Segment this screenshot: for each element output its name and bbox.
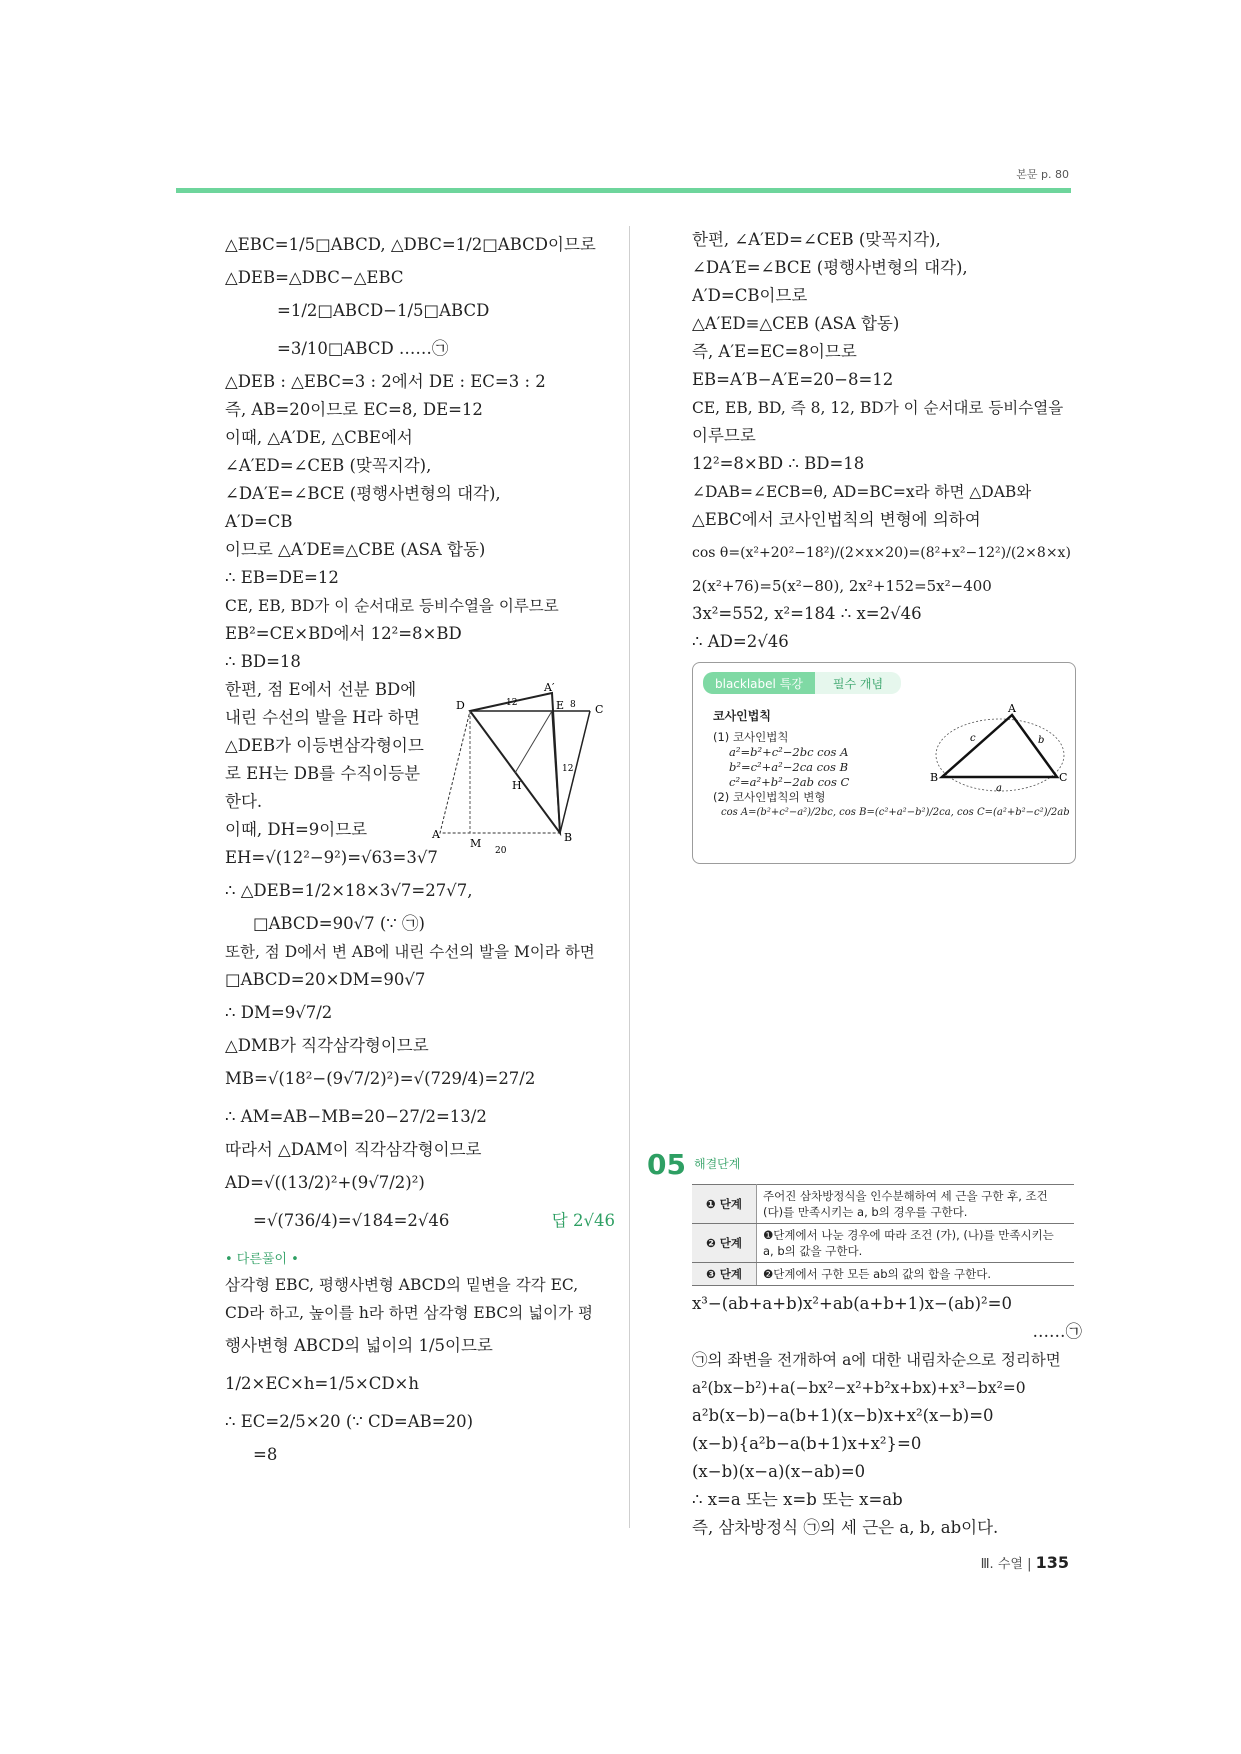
text-line: 이므로 △A′DE≡△CBE (ASA 합동): [225, 540, 486, 559]
label-vertex-b: B: [930, 771, 939, 784]
text-line: cos θ=(x²+20²−18²)/(2×x×20)=(8²+x²−12²)/(2×8×x): [692, 545, 1071, 561]
text-line: CE, EB, BD, 즉 8, 12, BD가 이 순서대로 등비수열을: [692, 399, 1064, 417]
text-line: 한다.: [225, 792, 263, 811]
text-line: 또한, 점 D에서 변 AB에 내린 수선의 발을 M이라 하면: [225, 943, 595, 961]
step-text: 주어진 삼차방정식을 인수분해하여 세 근을 구한 후, 조건 (다)를 만족시키는 a, b의 경우를 구한다.: [757, 1185, 1075, 1224]
text-line: 따라서 △DAM이 직각삼각형이므로: [225, 1140, 482, 1159]
text-line: ㉠의 좌변을 전개하여 a에 대한 내림차순으로 정리하면: [692, 1351, 1061, 1369]
step-text: ❷단계에서 구한 모든 ab의 값의 합을 구한다.: [757, 1263, 1075, 1286]
text-line: ∠DA′E=∠BCE (평행사변형의 대각),: [225, 484, 501, 503]
label-vertex-a: A: [1008, 702, 1016, 715]
label-8: 8: [570, 700, 576, 710]
text-line: 내린 수선의 발을 H라 하면: [225, 708, 420, 727]
text-line: ∴ EC=2/5×20 (∵ CD=AB=20): [225, 1412, 474, 1431]
answer: 답 2√46: [551, 1211, 615, 1230]
text-line: ∴ EB=DE=12: [225, 568, 339, 587]
tab-blacklabel: blacklabel 특강: [703, 672, 815, 694]
text-line: ∴ △DEB=1/2×18×3√7=27√7,: [225, 881, 473, 900]
text-line: △DEB : △EBC=3 : 2에서 DE : EC=3 : 2: [225, 372, 546, 391]
header-rule: [176, 188, 1071, 193]
label-vertex-c: C: [1059, 771, 1068, 784]
text-line: ∠DAB=∠ECB=θ, AD=BC=x라 하면 △DAB와: [692, 483, 1032, 501]
label-side-a: a: [996, 783, 1002, 794]
label-side-c: c: [970, 733, 976, 744]
text-line: x³−(ab+a+b)x²+ab(a+b+1)x−(ab)²=0: [692, 1294, 1012, 1313]
left-column: [225, 226, 615, 1469]
text-line: 이때, DH=9이므로: [225, 820, 368, 839]
step-text: ❶단계에서 나눈 경우에 따라 조건 (가), (나)를 만족시키는 a, b의 값을 구한다.: [757, 1224, 1075, 1263]
text-line: 이루므로: [692, 426, 756, 445]
text-line: EH=√(12²−9²)=√63=3√7: [225, 848, 438, 867]
label-a: A: [432, 828, 440, 841]
label-a-prime: A′: [544, 681, 555, 694]
text-line: 1/2×EC×h=1/5×CD×h: [225, 1374, 420, 1393]
label-m: M: [470, 837, 482, 850]
label-side-b: b: [1038, 735, 1045, 746]
label-b: B: [564, 831, 573, 844]
text-line: A′D=CB이므로: [692, 286, 808, 305]
section-label: Ⅲ. 수열 |: [980, 1557, 1032, 1572]
final-expression: =√(736/4)=√184=2√46: [253, 1211, 450, 1230]
text-line: 2(x²+76)=5(x²−80), 2x²+152=5x²−400: [692, 577, 992, 595]
text-line: 즉, AB=20이므로 EC=8, DE=12: [225, 400, 483, 419]
label-20: 20: [495, 846, 507, 856]
label-h: H: [512, 779, 522, 792]
text-line: 삼각형 EBC, 평행사변형 ABCD의 밑변을 각각 EC,: [225, 1276, 579, 1294]
page-ref: 본문 p. 80: [1016, 168, 1069, 181]
text-line: ∴ BD=18: [225, 652, 301, 671]
text-line: CD라 하고, 높이를 h라 하면 삼각형 EBC의 넓이가 평: [225, 1304, 594, 1322]
text-line: ∠A′ED=∠CEB (맞꼭지각),: [225, 456, 432, 475]
step-label: ❶ 단계: [692, 1185, 757, 1224]
segment-eb: [552, 711, 560, 833]
concept-tab: [703, 672, 901, 694]
text-line: □ABCD=20×DM=90√7: [225, 970, 426, 989]
text-line: =8: [253, 1445, 278, 1464]
text-line: ∴ AM=AB−MB=20−27/2=13/2: [225, 1107, 487, 1126]
step-row: [692, 1224, 1074, 1263]
text-line: ∠DA′E=∠BCE (평행사변형의 대각),: [692, 258, 968, 277]
text-line: 한편, ∠A′ED=∠CEB (맞꼭지각),: [692, 230, 941, 249]
label-c: C: [595, 703, 604, 716]
text-line: 3x²=552, x²=184 ∴ x=2√46: [692, 604, 922, 623]
text-line: △EBC=1/5□ABCD, △DBC=1/2□ABCD이므로: [225, 235, 596, 254]
text-line: △EBC에서 코사인법칙의 변형에 의하여: [692, 510, 981, 529]
text-line: ∴ x=a 또는 x=b 또는 x=ab: [692, 1490, 903, 1509]
text-line: =1/2□ABCD−1/5□ABCD: [277, 301, 490, 320]
text-line: △DMB가 직각삼각형이므로: [225, 1036, 429, 1055]
concept-title: 코사인법칙: [713, 709, 771, 723]
label-12-side: 12: [562, 764, 574, 774]
formula-a: a²=b²+c²−2bc cos A: [729, 745, 849, 759]
step-row: [692, 1263, 1074, 1286]
triangle-abc: [942, 715, 1057, 777]
text-line: 로 EH는 DB를 수직이등분: [225, 764, 421, 783]
text-line: a²(bx−b²)+a(−bx²−x²+b²x+bx)+x³−bx²=0: [692, 1379, 1026, 1397]
problem-solution: [692, 1290, 1082, 1542]
concept-sub2: (2) 코사인법칙의 변형: [713, 790, 826, 804]
text-line: [225, 1202, 615, 1240]
text-line: ∴ DM=9√7/2: [225, 1003, 333, 1022]
text-line: a²b(x−b)−a(b+1)(x−b)x+x²(x−b)=0: [692, 1406, 994, 1425]
formula-c: c²=a²+b²−2ab cos C: [729, 775, 850, 789]
text-line: A′D=CB: [225, 512, 293, 531]
text-line: 12²=8×BD ∴ BD=18: [692, 454, 865, 473]
label-e: E: [556, 699, 565, 712]
column-divider: [629, 226, 630, 1528]
text-line: CE, EB, BD가 이 순서대로 등비수열을 이루므로: [225, 597, 559, 615]
text-line: AD=√((13/2)²+(9√7/2)²): [225, 1173, 425, 1192]
page-footer: [981, 1553, 1069, 1572]
label-12-top: 12: [506, 698, 518, 708]
text-line: 행사변형 ABCD의 넓이의 1/5이므로: [225, 1336, 493, 1355]
page-number: 135: [1035, 1553, 1069, 1572]
tab-essential: 필수 개념: [815, 672, 901, 694]
label-d: D: [456, 699, 465, 712]
triangle-figure: [930, 702, 1068, 795]
text-line: (x−b){a²b−a(b+1)x+x²}=0: [692, 1434, 922, 1453]
text-line: △A′ED≡△CEB (ASA 합동): [692, 314, 900, 333]
text-line: =3/10□ABCD ……㉠: [277, 339, 449, 358]
step-label: ❸ 단계: [692, 1263, 757, 1286]
segment-eh: [515, 711, 552, 773]
formula-cos: cos A=(b²+c²−a²)/2bc, cos B=(c²+a²−b²)/2ca, cos C=(a²+b²−c²)/2ab: [721, 807, 1070, 818]
text-line: MB=√(18²−(9√7/2)²)=√(729/4)=27/2: [225, 1069, 536, 1088]
step-label: ❷ 단계: [692, 1224, 757, 1263]
text-line: △DEB=△DBC−△EBC: [225, 268, 404, 287]
text-line: 즉, A′E=EC=8이므로: [692, 342, 857, 361]
step-row: [692, 1185, 1074, 1224]
folded-triangle: [470, 693, 560, 833]
parallelogram-figure: [432, 681, 620, 856]
text-line: △DEB가 이등변삼각형이므: [225, 736, 424, 755]
problem-number: 05: [647, 1148, 686, 1181]
text-line: □ABCD=90√7 (∵ ㉠): [253, 914, 425, 933]
problem-tag: 해결단계: [694, 1157, 741, 1171]
text-line: EB=A′B−A′E=20−8=12: [692, 370, 894, 389]
text-line: ……㉠: [1032, 1322, 1082, 1341]
right-column: [692, 226, 1082, 656]
alt-solution-title: • 다른풀이 •: [225, 1252, 299, 1267]
text-line: ∴ AD=2√46: [692, 632, 789, 651]
text-line: (x−b)(x−a)(x−ab)=0: [692, 1462, 866, 1481]
circumcircle: [936, 719, 1064, 791]
steps-table: [692, 1184, 1074, 1286]
concept-sub1: (1) 코사인법칙: [713, 730, 789, 744]
formula-b: b²=c²+a²−2ca cos B: [729, 760, 849, 774]
text-line: 이때, △A′DE, △CBE에서: [225, 428, 413, 447]
text-line: 한편, 점 E에서 선분 BD에: [225, 680, 417, 699]
text-line: EB²=CE×BD에서 12²=8×BD: [225, 624, 462, 643]
text-line: 즉, 삼차방정식 ㉠의 세 근은 a, b, ab이다.: [692, 1518, 999, 1537]
